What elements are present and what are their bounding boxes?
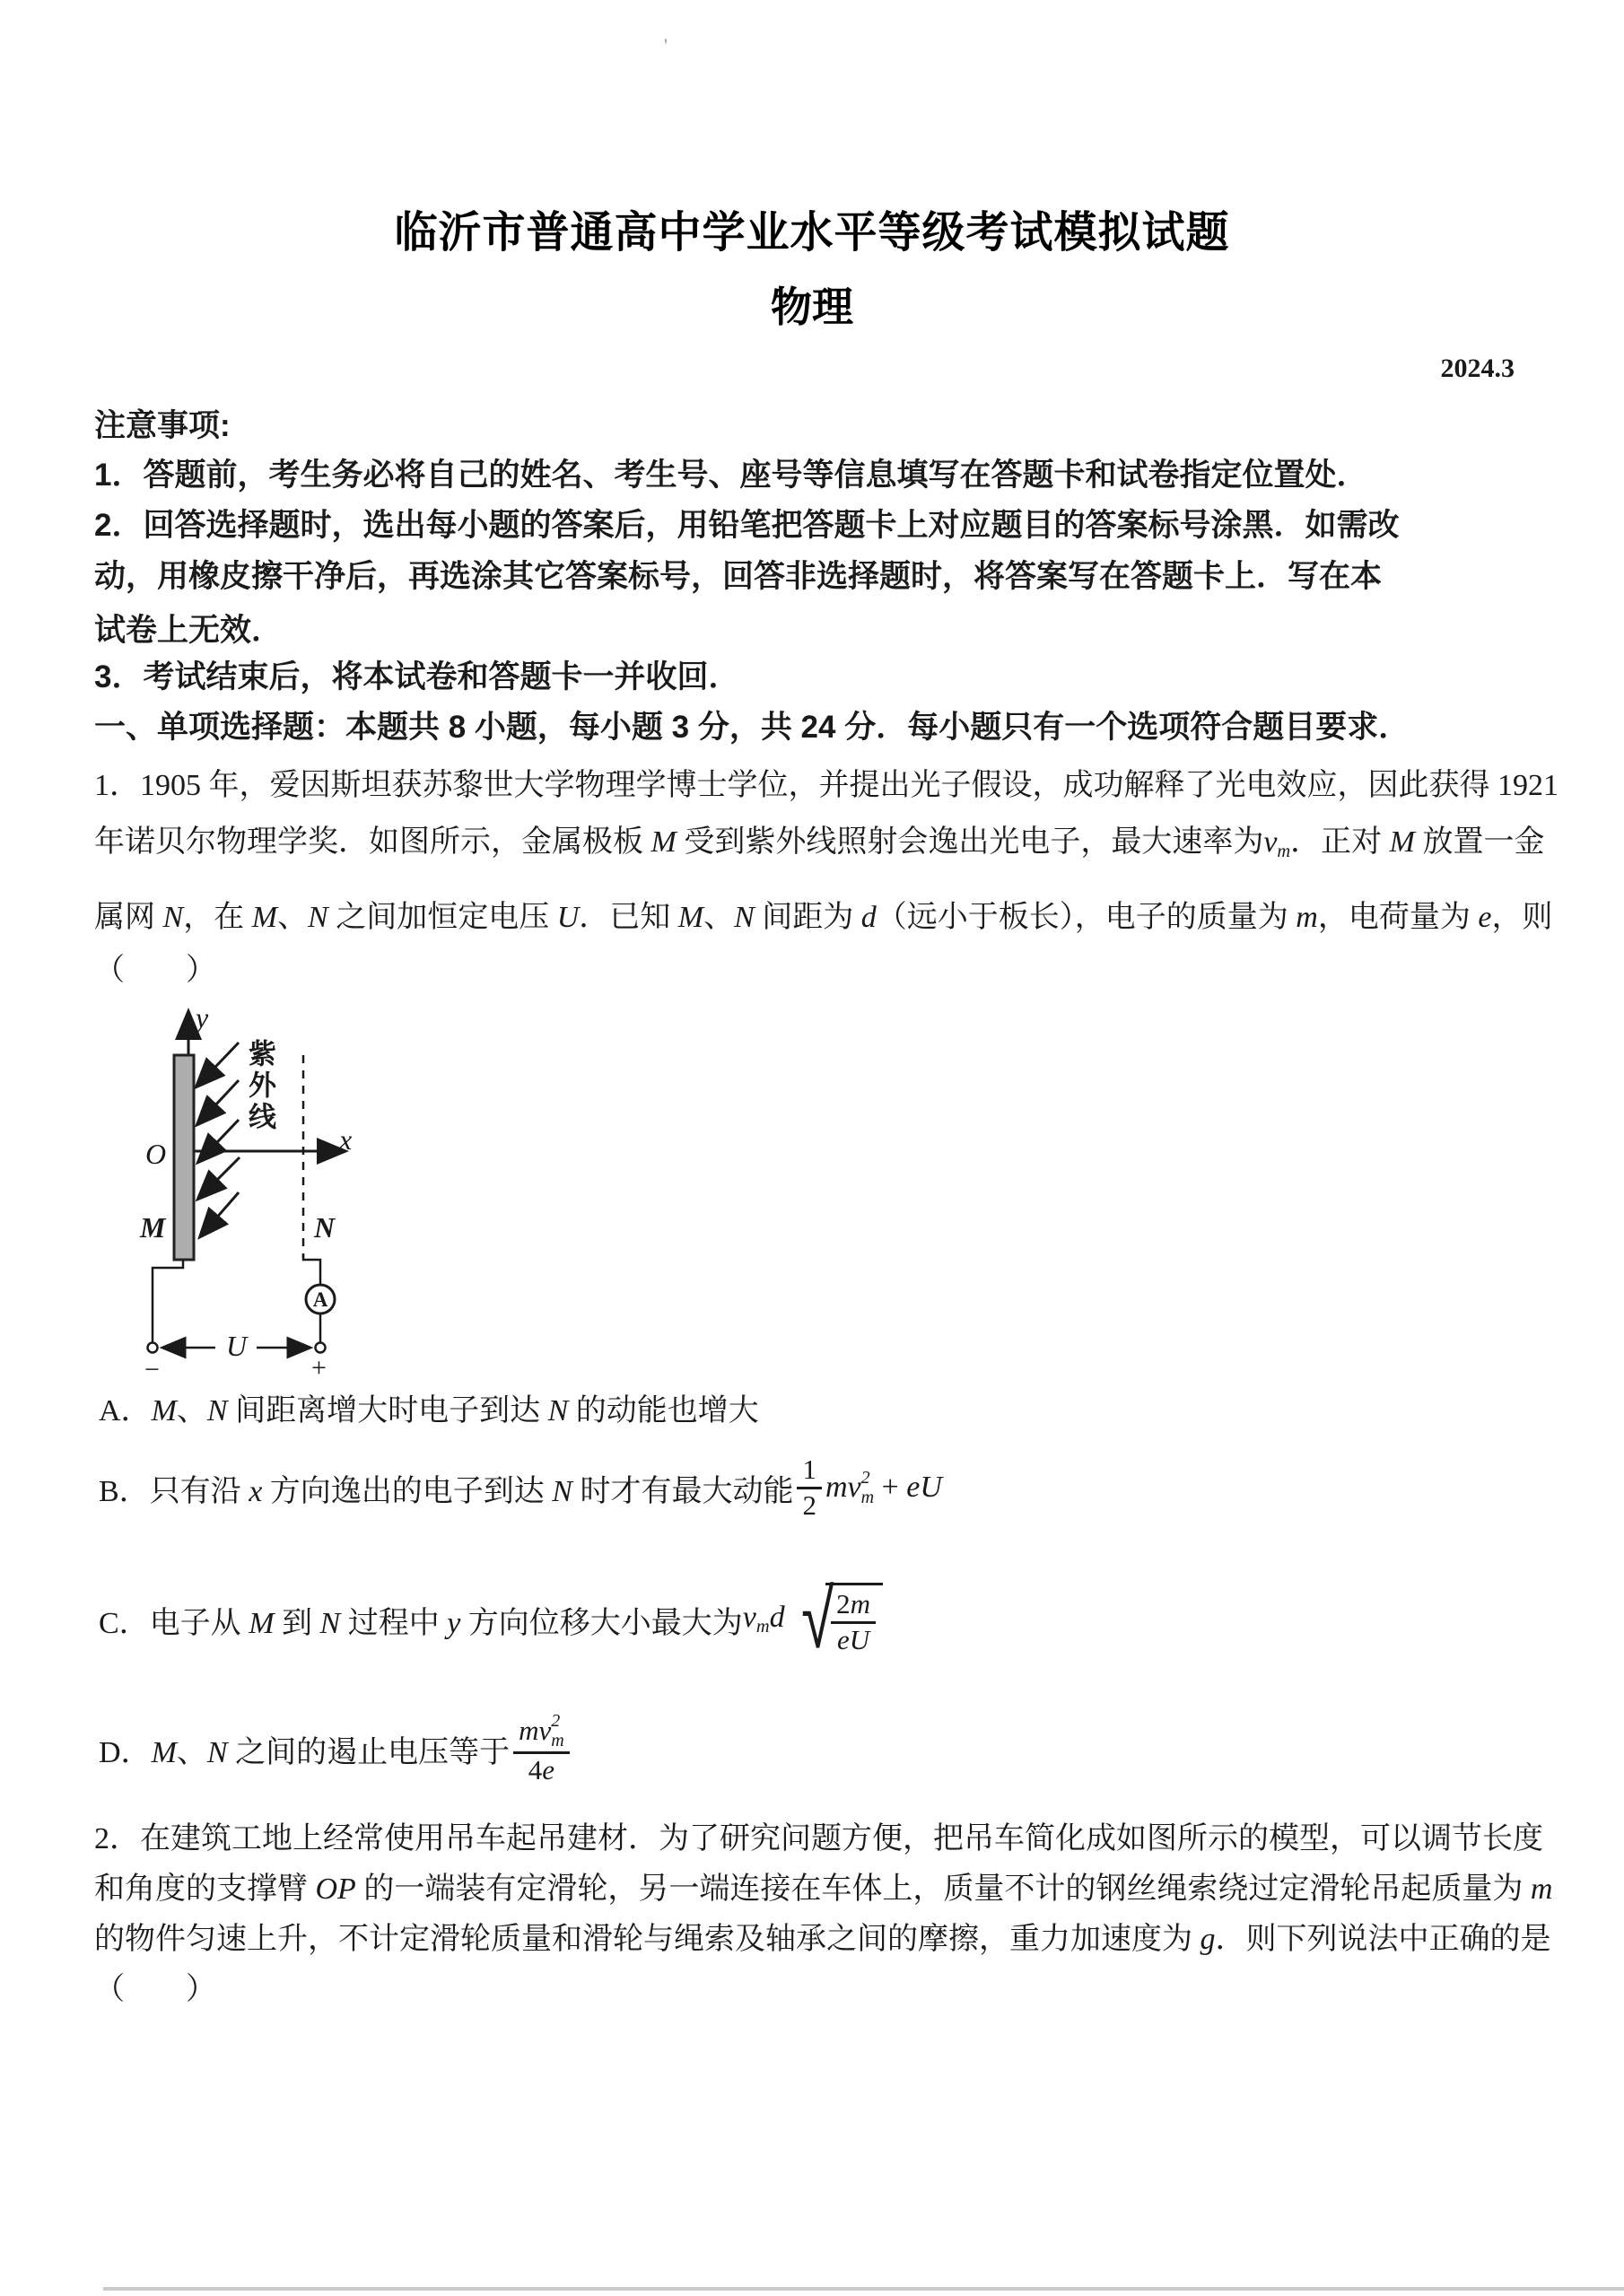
q2-answer-paren: （ ） [94, 1973, 216, 2006]
positive-terminal [316, 1343, 326, 1353]
y-axis-label: y [196, 1001, 209, 1034]
option-c-coefficient: vmd [742, 1601, 785, 1637]
stopping-voltage-fraction: mv 2 m 4 e [513, 1711, 570, 1786]
voltage-label: U [226, 1330, 248, 1362]
uv-rays-label: 紫外线 [244, 1039, 275, 1133]
fraction-num-supsub: 2 m [551, 1711, 564, 1751]
notice-heading: 注意事项: [94, 408, 231, 443]
q1-line-2: 年诺贝尔物理学奖．如图所示，金属极板 M 受到紫外线照射会逸出光电子，最大速率为vm．正对 M 放置一金 [94, 825, 1545, 862]
notice-item-2-line-3: 试卷上无效． [94, 613, 284, 648]
q1-option-d [99, 1707, 573, 1790]
scan-artifact-mark: ' [664, 34, 668, 57]
sqrt-inner-fraction: 2 m eU [831, 1589, 876, 1655]
q2-line-1: 2．在建筑工地上经常使用吊车起吊建材．为了研究问题方便，把吊车简化成如图所示的模型，可以调节长度 [94, 1822, 1543, 1855]
notice-item-2-line-1: 2．回答选择题时，选出每小题的答案后，用铅笔把答题卡上对应题目的答案标号涂黑．如需改 [94, 508, 1400, 543]
metal-plate [174, 1055, 194, 1260]
option-c-label: C． [99, 1606, 150, 1640]
square-root-expression [789, 1571, 883, 1667]
figure-drawing [81, 998, 359, 1384]
plus-sign: + [311, 1353, 327, 1383]
x-axis-label: x [339, 1123, 353, 1156]
q1-option-b [99, 1448, 942, 1527]
minus-sign: − [144, 1355, 160, 1384]
plus-operator: + [874, 1471, 907, 1504]
section-1-heading: 一、单项选择题：本题共 8 小题，每小题 3 分，共 24 分．每小题只有一个选项符合题目要求． [94, 710, 1410, 745]
q1-line-3: 属网 N，在 M、N 之间加恒定电压 U．已知 M、N 间距为 d（远小于板长），电子的质量为 m，电荷量为 e，则 [94, 901, 1553, 934]
q1-option-a [99, 1385, 759, 1429]
plate-label: M [140, 1211, 166, 1244]
exam-date: 2024.3 [1440, 354, 1515, 383]
origin-label: O [145, 1138, 167, 1170]
notice-item-3: 3．考试结束后，将本试卷和答题卡一并收回． [94, 659, 740, 694]
q1-option-c [99, 1571, 883, 1667]
ammeter-label: A [312, 1288, 328, 1311]
page-title: 临沂市普通高中学业水平等级考试模拟试题 [394, 209, 1230, 257]
q1-line-1: 1．1905 年，爱因斯坦获苏黎世大学物理学博士学位，并提出光子假设，成功解释了光电效应，因此获得 1921 [94, 769, 1559, 802]
option-b-term-supsub: 2 m [860, 1468, 875, 1507]
subject-title: 物理 [771, 284, 853, 330]
option-a-label: A． [99, 1394, 152, 1427]
one-half-fraction: $\frac{1}{2}$ [797, 1454, 822, 1521]
option-b-label: B． [99, 1474, 150, 1508]
q2-line-3: 的物件匀速上升，不计定滑轮质量和滑轮与绳索及轴承之间的摩擦，重力加速度为 g．则下列说法中正确的是 [94, 1923, 1551, 1956]
q2-line-2: 和角度的支撑臂 OP 的一端装有定滑轮，另一端连接在车体上，质量不计的钢丝绳索绕过定滑轮吊起质量为 m [94, 1873, 1553, 1906]
page-bottom-edge [103, 2287, 1624, 2291]
option-d-text: M、N 之间的遏止电压等于 [151, 1735, 511, 1769]
option-b-term-base: mv [825, 1471, 861, 1504]
grid-label: N [314, 1211, 336, 1244]
option-c-text: 电子从 M 到 N 过程中 y 方向位移大小最大为 [149, 1606, 743, 1640]
notice-item-2-line-2: 动，用橡皮擦干净后，再选涂其它答案标号，回答非选择题时，将答案写在答题卡上．写在本 [94, 559, 1383, 594]
option-b-tail: eU [906, 1471, 942, 1504]
negative-terminal [148, 1343, 158, 1353]
option-b-text: 只有沿 x 方向逸出的电子到达 N 时才有最大动能 [149, 1474, 794, 1508]
option-d-label: D． [99, 1735, 152, 1769]
q1-answer-paren: （ ） [94, 954, 216, 987]
radical-sign: √ [800, 1571, 834, 1667]
q1-photoelectric-figure [81, 998, 359, 1384]
notice-item-1: 1．答题前，考生务必将自己的姓名、考生号、座号等信息填写在答题卡和试卷指定位置处． [94, 458, 1368, 493]
option-a-text: M、N 间距离增大时电子到达 N 的动能也增大 [151, 1394, 759, 1427]
